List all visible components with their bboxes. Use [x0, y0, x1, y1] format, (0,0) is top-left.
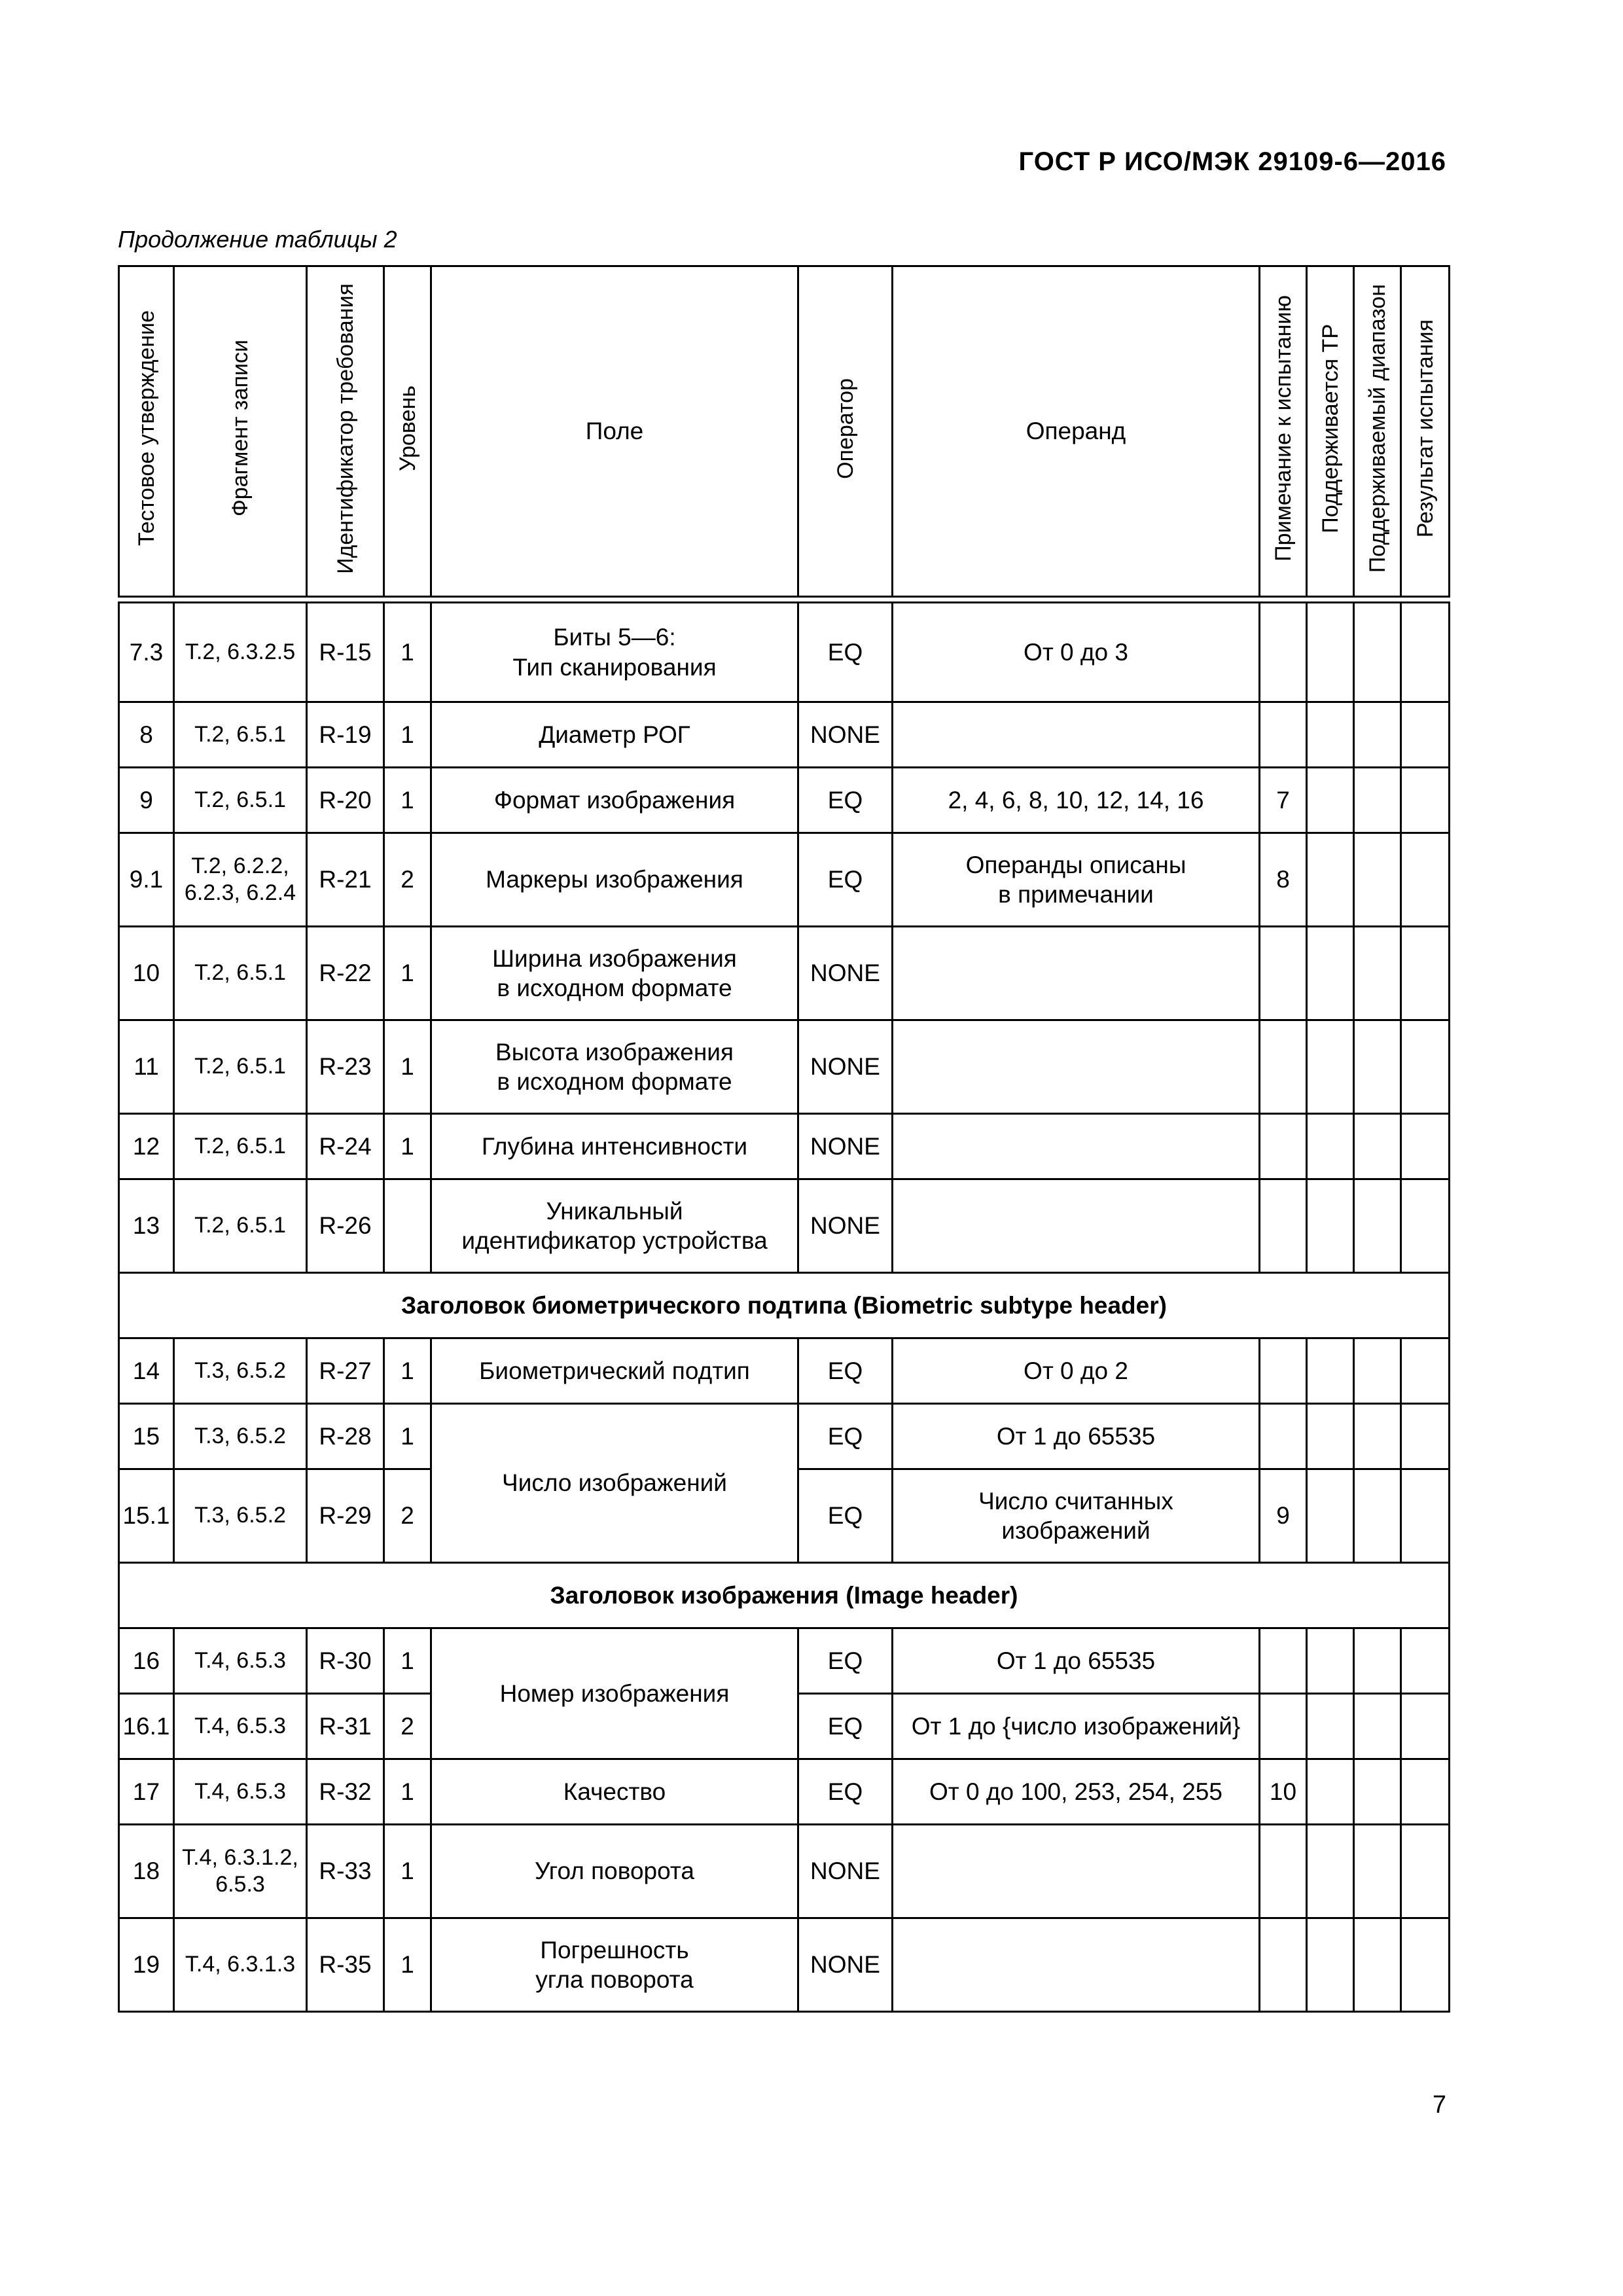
cell-operator: NONE: [798, 702, 893, 768]
cell-id: 15.1: [119, 1469, 174, 1563]
cell-level: [384, 1179, 431, 1273]
cell-fragment: Т.2, 6.5.1: [174, 702, 307, 768]
cell-field-merged: Номер изображения: [431, 1628, 798, 1759]
cell-supported-range: [1354, 1404, 1401, 1469]
cell-field: Уникальный идентификатор устройства: [431, 1179, 798, 1273]
cell-level: 2: [384, 1469, 431, 1563]
cell-level: 1: [384, 1020, 431, 1114]
cell-operator: EQ: [798, 603, 893, 702]
cell-supported-tp: [1307, 1628, 1354, 1694]
cell-result: [1401, 603, 1450, 702]
cell-id: 8: [119, 702, 174, 768]
cell-operand: От 1 до {число изображений}: [893, 1694, 1260, 1759]
cell-supported-tp: [1307, 1020, 1354, 1114]
cell-field: Высота изображения в исходном формате: [431, 1020, 798, 1114]
cell-supported-range: [1354, 1469, 1401, 1563]
cell-fragment: Т.2, 6.5.1: [174, 1020, 307, 1114]
section-title-image-header: Заголовок изображения (Image header): [119, 1563, 1450, 1628]
cell-field: Биометрический подтип: [431, 1338, 798, 1404]
cell-level: 1: [384, 702, 431, 768]
cell-operand: [893, 1825, 1260, 1918]
cell-result: [1401, 1694, 1450, 1759]
cell-req: R-30: [307, 1628, 384, 1694]
cell-supported-range: [1354, 833, 1401, 927]
cell-note: 7: [1260, 768, 1307, 833]
col-header-field: Поле: [431, 266, 798, 597]
cell-supported-range: [1354, 1825, 1401, 1918]
cell-supported-tp: [1307, 768, 1354, 833]
cell-supported-tp: [1307, 1338, 1354, 1404]
cell-field: Ширина изображения в исходном формате: [431, 927, 798, 1020]
col-header-level: Уровень: [384, 266, 431, 597]
cell-fragment: Т.2, 6.5.1: [174, 1179, 307, 1273]
cell-supported-tp: [1307, 1179, 1354, 1273]
cell-id: 16.1: [119, 1694, 174, 1759]
cell-operand: [893, 1114, 1260, 1179]
cell-supported-tp: [1307, 702, 1354, 768]
cell-level: 1: [384, 1114, 431, 1179]
cell-operand: От 0 до 3: [893, 603, 1260, 702]
cell-req: R-22: [307, 927, 384, 1020]
cell-note: [1260, 1918, 1307, 2012]
cell-fragment: Т.4, 6.5.3: [174, 1759, 307, 1825]
cell-req: R-19: [307, 702, 384, 768]
cell-supported-tp: [1307, 1469, 1354, 1563]
cell-note: [1260, 1825, 1307, 1918]
cell-operand: От 1 до 65535: [893, 1404, 1260, 1469]
cell-note: [1260, 1020, 1307, 1114]
cell-req: R-29: [307, 1469, 384, 1563]
table-header-row: [119, 266, 1450, 597]
cell-req: R-20: [307, 768, 384, 833]
table-row: [119, 1759, 1450, 1825]
cell-note: [1260, 1114, 1307, 1179]
cell-req: R-33: [307, 1825, 384, 1918]
cell-fragment: Т.3, 6.5.2: [174, 1469, 307, 1563]
cell-fragment: Т.4, 6.5.3: [174, 1628, 307, 1694]
cell-supported-tp: [1307, 927, 1354, 1020]
cell-result: [1401, 1469, 1450, 1563]
cell-level: 1: [384, 1404, 431, 1469]
cell-result: [1401, 1338, 1450, 1404]
col-header-supported-range: Поддерживаемый диапазон: [1354, 266, 1401, 597]
cell-note: 8: [1260, 833, 1307, 927]
cell-supported-tp: [1307, 1114, 1354, 1179]
cell-supported-tp: [1307, 1825, 1354, 1918]
cell-result: [1401, 927, 1450, 1020]
col-header-supported-tp: Поддерживается ТР: [1307, 266, 1354, 597]
cell-operator: NONE: [798, 1825, 893, 1918]
cell-fragment: Т.4, 6.3.1.2, 6.5.3: [174, 1825, 307, 1918]
table-row: [119, 702, 1450, 768]
cell-req: R-15: [307, 603, 384, 702]
cell-id: 14: [119, 1338, 174, 1404]
cell-note: [1260, 1628, 1307, 1694]
table-row: [119, 1114, 1450, 1179]
cell-id: 11: [119, 1020, 174, 1114]
cell-supported-range: [1354, 1759, 1401, 1825]
cell-field: Глубина интенсивности: [431, 1114, 798, 1179]
cell-supported-range: [1354, 768, 1401, 833]
cell-req: R-21: [307, 833, 384, 927]
cell-operator: NONE: [798, 1918, 893, 2012]
table-row: [119, 1404, 1450, 1469]
table-row: [119, 1338, 1450, 1404]
cell-field: Диаметр РОГ: [431, 702, 798, 768]
cell-fragment: Т.4, 6.5.3: [174, 1694, 307, 1759]
cell-note: [1260, 1338, 1307, 1404]
cell-note: [1260, 1694, 1307, 1759]
section-header-row: [119, 1563, 1450, 1628]
cell-req: R-31: [307, 1694, 384, 1759]
cell-supported-tp: [1307, 1694, 1354, 1759]
cell-id: 17: [119, 1759, 174, 1825]
cell-supported-tp: [1307, 1404, 1354, 1469]
cell-note: [1260, 1179, 1307, 1273]
cell-level: 1: [384, 1825, 431, 1918]
cell-result: [1401, 1404, 1450, 1469]
col-header-test-assertion: Тестовое утверждение: [119, 266, 174, 597]
cell-result: [1401, 768, 1450, 833]
cell-operator: EQ: [798, 1628, 893, 1694]
cell-fragment: Т.2, 6.5.1: [174, 927, 307, 1020]
cell-result: [1401, 1179, 1450, 1273]
cell-note: 9: [1260, 1469, 1307, 1563]
cell-fragment: Т.2, 6.2.2, 6.2.3, 6.2.4: [174, 833, 307, 927]
cell-id: 7.3: [119, 603, 174, 702]
table-row: [119, 927, 1450, 1020]
cell-supported-tp: [1307, 833, 1354, 927]
cell-supported-range: [1354, 1694, 1401, 1759]
cell-operator: EQ: [798, 1338, 893, 1404]
cell-id: 9: [119, 768, 174, 833]
cell-result: [1401, 1020, 1450, 1114]
cell-id: 9.1: [119, 833, 174, 927]
cell-supported-range: [1354, 1628, 1401, 1694]
cell-supported-range: [1354, 603, 1401, 702]
cell-req: R-32: [307, 1759, 384, 1825]
col-header-test-result: Результат испытания: [1401, 266, 1450, 597]
cell-result: [1401, 1918, 1450, 2012]
table-row: [119, 1020, 1450, 1114]
cell-level: 2: [384, 1694, 431, 1759]
cell-field: Погрешность угла поворота: [431, 1918, 798, 2012]
col-header-record-fragment: Фрагмент записи: [174, 266, 307, 597]
cell-field: Угол поворота: [431, 1825, 798, 1918]
cell-supported-tp: [1307, 603, 1354, 702]
cell-fragment: Т.3, 6.5.2: [174, 1404, 307, 1469]
cell-fragment: Т.2, 6.3.2.5: [174, 603, 307, 702]
cell-operator: EQ: [798, 1469, 893, 1563]
cell-level: 1: [384, 1918, 431, 2012]
cell-req: R-27: [307, 1338, 384, 1404]
requirements-table: [118, 265, 1450, 2013]
cell-supported-tp: [1307, 1918, 1354, 2012]
cell-supported-tp: [1307, 1759, 1354, 1825]
cell-operand: Операнды описаны в примечании: [893, 833, 1260, 927]
cell-operand: [893, 1020, 1260, 1114]
cell-supported-range: [1354, 1114, 1401, 1179]
cell-result: [1401, 833, 1450, 927]
cell-result: [1401, 1114, 1450, 1179]
cell-supported-range: [1354, 1020, 1401, 1114]
cell-req: R-35: [307, 1918, 384, 2012]
cell-id: 10: [119, 927, 174, 1020]
cell-req: R-23: [307, 1020, 384, 1114]
cell-operator: EQ: [798, 1759, 893, 1825]
section-title-biometric-subtype: Заголовок биометрического подтипа (Biometric subtype header): [119, 1273, 1450, 1338]
document-title: ГОСТ Р ИСО/МЭК 29109-6—2016: [1018, 147, 1446, 176]
cell-operand: [893, 927, 1260, 1020]
cell-req: R-28: [307, 1404, 384, 1469]
cell-result: [1401, 702, 1450, 768]
table-row: [119, 603, 1450, 702]
cell-operator: NONE: [798, 927, 893, 1020]
cell-field: Формат изображения: [431, 768, 798, 833]
cell-operand: От 0 до 2: [893, 1338, 1260, 1404]
cell-level: 1: [384, 1338, 431, 1404]
cell-field: Маркеры изображения: [431, 833, 798, 927]
cell-req: R-26: [307, 1179, 384, 1273]
table-row: [119, 1628, 1450, 1694]
cell-fragment: Т.2, 6.5.1: [174, 1114, 307, 1179]
cell-operator: EQ: [798, 833, 893, 927]
cell-note: [1260, 702, 1307, 768]
header-separator: [119, 597, 1450, 603]
cell-operator: EQ: [798, 1694, 893, 1759]
cell-level: 1: [384, 603, 431, 702]
table-row: [119, 1825, 1450, 1918]
cell-operator: NONE: [798, 1179, 893, 1273]
cell-level: 1: [384, 768, 431, 833]
cell-level: 1: [384, 1628, 431, 1694]
cell-operand: 2, 4, 6, 8, 10, 12, 14, 16: [893, 768, 1260, 833]
cell-result: [1401, 1825, 1450, 1918]
cell-result: [1401, 1759, 1450, 1825]
cell-note: [1260, 927, 1307, 1020]
cell-id: 19: [119, 1918, 174, 2012]
cell-id: 13: [119, 1179, 174, 1273]
cell-operator: EQ: [798, 1404, 893, 1469]
cell-operand: От 0 до 100, 253, 254, 255: [893, 1759, 1260, 1825]
cell-field: Биты 5—6: Тип сканирования: [431, 603, 798, 702]
cell-operator: NONE: [798, 1020, 893, 1114]
col-header-requirement-id: Идентификатор требования: [307, 266, 384, 597]
col-header-operand: Операнд: [893, 266, 1260, 597]
cell-operand: [893, 1918, 1260, 2012]
cell-level: 1: [384, 927, 431, 1020]
cell-req: R-24: [307, 1114, 384, 1179]
cell-result: [1401, 1628, 1450, 1694]
page-number: 7: [1432, 2091, 1446, 2119]
cell-id: 15: [119, 1404, 174, 1469]
cell-operand: Число считанных изображений: [893, 1469, 1260, 1563]
table-row: [119, 833, 1450, 927]
cell-field: Качество: [431, 1759, 798, 1825]
cell-fragment: Т.3, 6.5.2: [174, 1338, 307, 1404]
cell-id: 12: [119, 1114, 174, 1179]
table-row: [119, 1918, 1450, 2012]
col-header-test-note: Примечание к испытанию: [1260, 266, 1307, 597]
cell-operand: От 1 до 65535: [893, 1628, 1260, 1694]
cell-operator: NONE: [798, 1114, 893, 1179]
cell-id: 18: [119, 1825, 174, 1918]
cell-supported-range: [1354, 927, 1401, 1020]
cell-supported-range: [1354, 1338, 1401, 1404]
cell-operator: EQ: [798, 768, 893, 833]
cell-field-merged: Число изображений: [431, 1404, 798, 1563]
cell-supported-range: [1354, 702, 1401, 768]
cell-level: 2: [384, 833, 431, 927]
cell-note: 10: [1260, 1759, 1307, 1825]
col-header-operator: Оператор: [798, 266, 893, 597]
cell-level: 1: [384, 1759, 431, 1825]
cell-operand: [893, 702, 1260, 768]
cell-note: [1260, 1404, 1307, 1469]
cell-operand: [893, 1179, 1260, 1273]
cell-supported-range: [1354, 1179, 1401, 1273]
cell-id: 16: [119, 1628, 174, 1694]
cell-fragment: Т.2, 6.5.1: [174, 768, 307, 833]
cell-fragment: Т.4, 6.3.1.3: [174, 1918, 307, 2012]
cell-note: [1260, 603, 1307, 702]
section-header-row: [119, 1273, 1450, 1338]
table-row: [119, 768, 1450, 833]
table-row: [119, 1179, 1450, 1273]
cell-supported-range: [1354, 1918, 1401, 2012]
table-caption: Продолжение таблицы 2: [118, 226, 397, 253]
